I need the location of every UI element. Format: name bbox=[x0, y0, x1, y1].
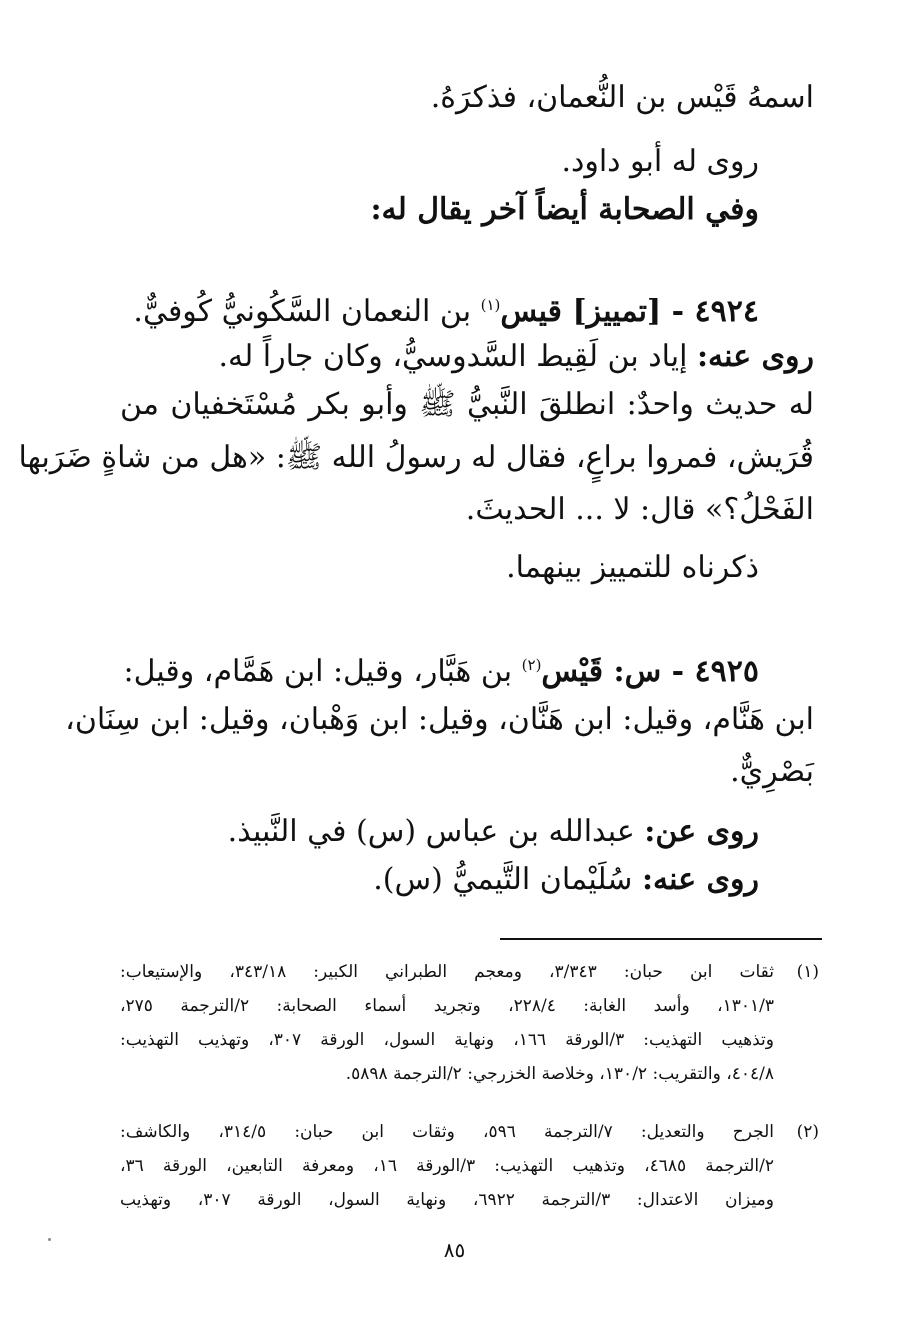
entry-4924-hadith-3: الفَحْلُ؟» قال: لا ... الحديثَ. bbox=[465, 492, 814, 527]
page-number: ٨٥ bbox=[443, 1238, 466, 1262]
entry-4924-note: ذكرناه للتمييز بينهما. bbox=[506, 550, 759, 585]
narrators-label-2: روى عنه: bbox=[641, 862, 759, 897]
entry-4924-name: بن النعمان السَّكُونيُّ كُوفيٌّ. bbox=[133, 294, 481, 329]
footnote-2-number: (٢) bbox=[796, 1122, 819, 1142]
body-line-companions: وفي الصحابة أيضاً آخر يقال له: bbox=[370, 192, 759, 227]
entry-4925-line-3: بَصْرِيٌّ. bbox=[730, 754, 814, 789]
entry-4925-narrators bbox=[373, 860, 759, 900]
footnote-2-line-2: ٢/الترجمة ٤٦٨٥، وتذهيب التهذيب: ٣/الورقة ١٦، ومعرفة التابعين، الورقة ٣٦، bbox=[120, 1156, 774, 1176]
footnote-2-line-1: الجرح والتعديل: ٧/الترجمة ٥٩٦، وثقات ابن حبان: ٣١٤/٥، والكاشف: bbox=[120, 1122, 774, 1142]
narrated-from-label: روى عن: bbox=[644, 814, 759, 849]
body-line-narrated: روى له أبو داود. bbox=[561, 144, 759, 179]
entry-4925-name: بن هَبَّار، وقيل: ابن هَمَّام، وقيل: bbox=[123, 654, 522, 689]
entry-4924-narrators bbox=[219, 337, 815, 377]
entry-4924-hadith-2: قُرَيش، فمروا براعٍ، فقال له رسولُ الله ﷺ: «هل من شاةٍ ضَرَبها bbox=[18, 440, 814, 475]
footnote-1-line-4: ٤٠٤/٨، والتقريب: ١٣٠/٢، وخلاصة الخزرجي: ٢/الترجمة ٥٨٩٨. bbox=[345, 1064, 774, 1084]
narrated-from-text: عبدالله بن عباس (س) في النَّبيذ. bbox=[227, 814, 645, 849]
entry-4924-heading bbox=[133, 285, 759, 332]
entry-4925-narrated-from bbox=[228, 812, 759, 852]
entry-4925-number: ٤٩٢٥ - س: قَيْس bbox=[541, 654, 759, 689]
footnote-1-line-2: ١٣٠١/٣، وأسد الغابة: ٢٢٨/٤، وتجريد أسماء الصحابة: ٢/الترجمة ٢٧٥، bbox=[120, 996, 774, 1016]
narrators-text-2: سُلَيْمان التَّيميُّ (س). bbox=[373, 862, 642, 897]
footnote-2-line-3: وميزان الاعتدال: ٣/الترجمة ٦٩٢٢، ونهاية السول، الورقة ٣٠٧، وتهذيب bbox=[120, 1190, 774, 1210]
narrators-label: روى عنه: bbox=[696, 339, 814, 374]
footnote-1-line-3: وتذهيب التهذيب: ٣/الورقة ١٦٦، ونهاية السول، الورقة ٣٠٧، وتهذيب التهذيب: bbox=[120, 1030, 774, 1050]
entry-4925-heading bbox=[124, 645, 759, 692]
footnote-1-number: (١) bbox=[796, 962, 819, 982]
footnote-ref-1[interactable]: (١) bbox=[480, 296, 501, 314]
narrators-text: إياد بن لَقِيط السَّدوسيُّ، وكان جاراً له. bbox=[218, 339, 697, 374]
entry-4924-number: ٤٩٢٤ - [تمييز] قيس bbox=[500, 294, 759, 329]
entry-4925-line-2: ابن هَنَّام، وقيل: ابن هَنَّان، وقيل: ابن وَهْبان، وقيل: ابن سِنَان، bbox=[65, 702, 814, 737]
footnote-ref-2[interactable]: (٢) bbox=[521, 656, 542, 674]
footnote-1-line-1: ثقات ابن حبان: ٣/٣٤٣، ومعجم الطبراني الكبير: ٣٤٣/١٨، والإستيعاب: bbox=[120, 962, 774, 982]
entry-4924-hadith-1: له حديث واحدٌ: انطلقَ النَّبيُّ ﷺ وأبو بكر مُسْتَخفيان من bbox=[120, 387, 814, 422]
footnote-separator bbox=[500, 938, 822, 940]
body-line-name: اسمهُ قَيْس بن النُّعمان، فذكرَهُ. bbox=[430, 80, 814, 115]
